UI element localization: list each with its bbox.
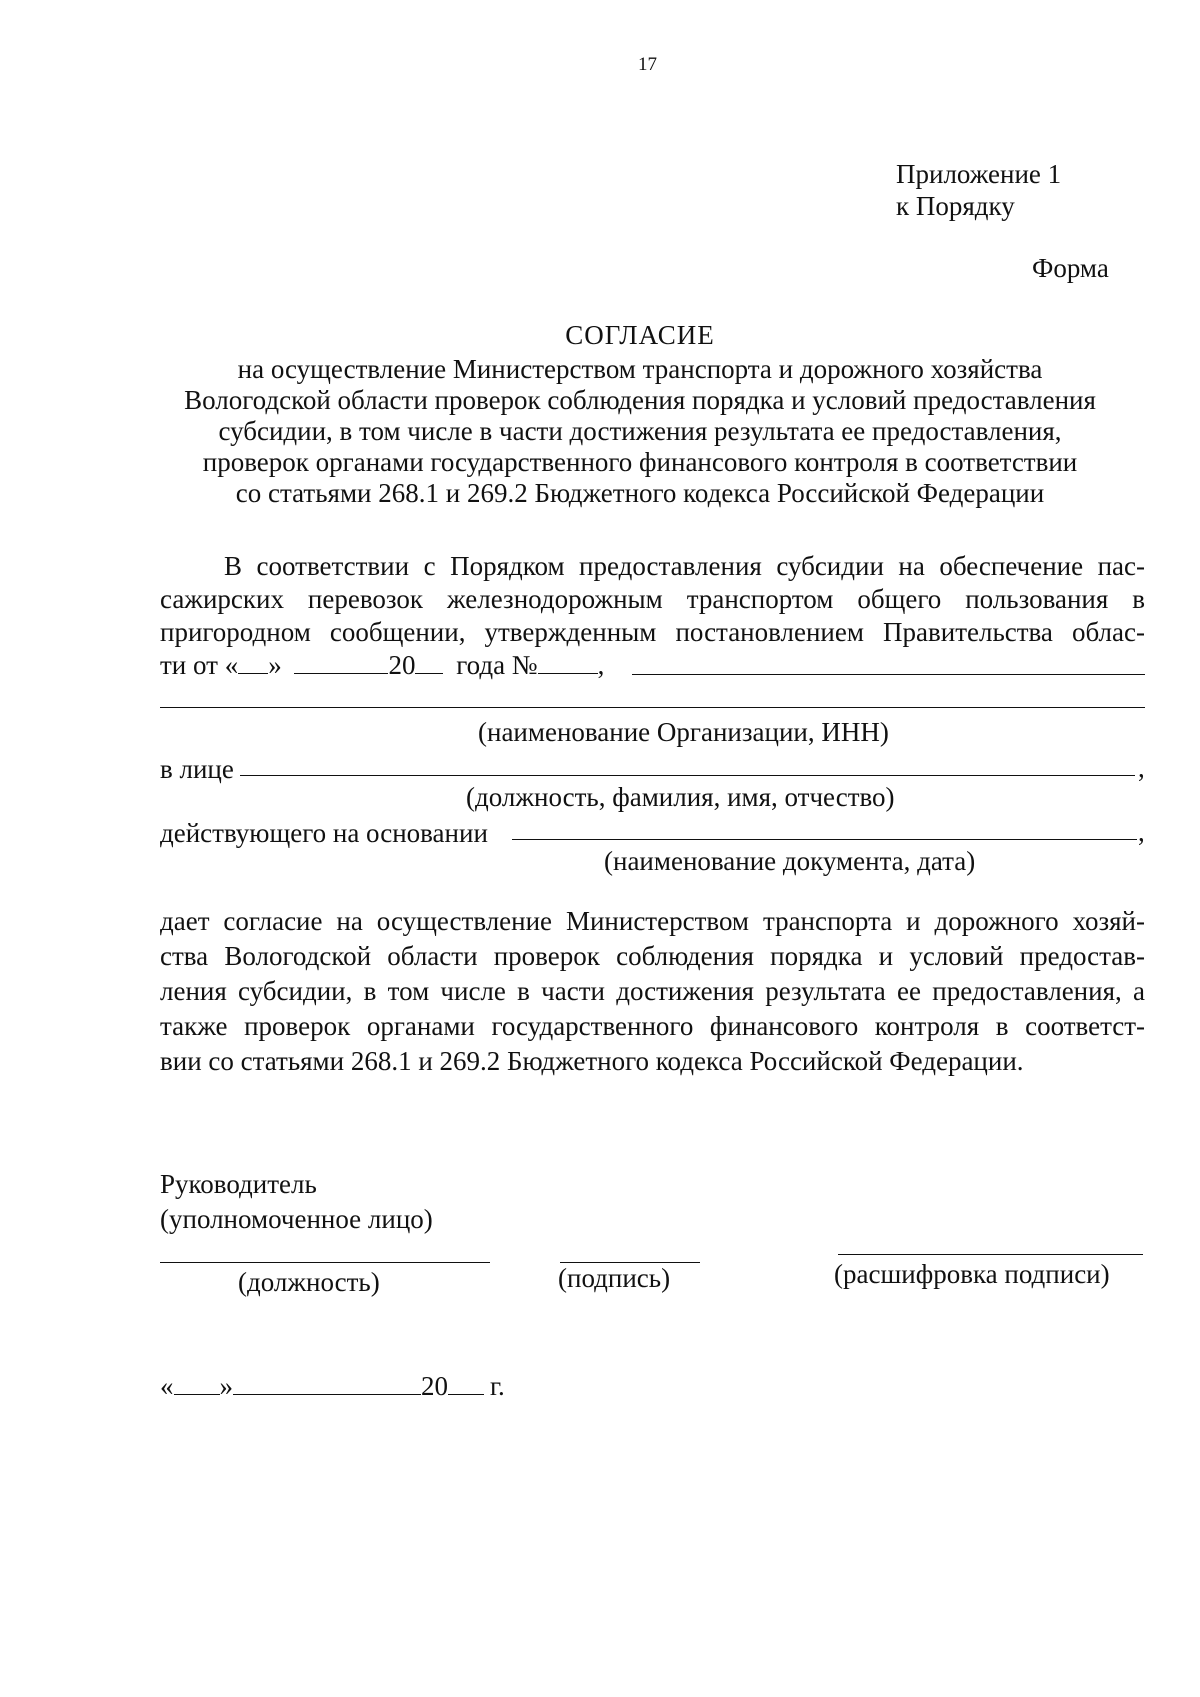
document-title: СОГЛАСИЕ bbox=[565, 320, 715, 350]
date-day-blank[interactable] bbox=[174, 1370, 220, 1395]
date-year-prefix: 20 bbox=[421, 1371, 448, 1401]
consent-line: вии со статьями 268.1 и 269.2 Бюджетного кодекса Российской Федерации. bbox=[160, 1046, 1024, 1076]
subtitle-line: на осуществление Министерством транспорта и дорожного хозяйства bbox=[237, 354, 1043, 384]
intro-line: пригородном сообщении, утвержденным постановлением Правительства облас- bbox=[160, 617, 1145, 647]
person-label: в лице bbox=[160, 754, 234, 784]
intro-line: В соответствии с Порядком предоставления субсидии на обеспечение пас- bbox=[224, 551, 1145, 581]
year-blank[interactable] bbox=[415, 649, 443, 674]
organization-blank-line-2[interactable] bbox=[160, 707, 1145, 708]
intro-date-number-line bbox=[160, 649, 604, 681]
basis-comma: , bbox=[1138, 817, 1145, 847]
person-blank-line[interactable] bbox=[240, 775, 1135, 776]
date-month-blank[interactable] bbox=[233, 1370, 421, 1395]
form-label: Форма bbox=[1032, 253, 1109, 283]
number-label: года № bbox=[456, 650, 538, 680]
year-prefix: 20 bbox=[388, 650, 416, 680]
organization-caption: (наименование Организации, ИНН) bbox=[478, 717, 889, 747]
signatory-title: Руководитель bbox=[160, 1169, 317, 1199]
quote-close: » bbox=[268, 650, 282, 680]
consent-line: ства Вологодской области проверок соблюдения порядка и условий предостав- bbox=[160, 941, 1145, 971]
date-year-blank[interactable] bbox=[448, 1370, 484, 1395]
person-comma: , bbox=[1138, 753, 1145, 783]
subtitle-line: проверок органами государственного финансового контроля в соответствии bbox=[202, 447, 1078, 477]
intro-prefix: ти от « bbox=[160, 650, 239, 680]
basis-blank-line[interactable] bbox=[512, 839, 1137, 840]
signatory-subtitle: (уполномоченное лицо) bbox=[160, 1204, 433, 1234]
date-close-quote: » bbox=[219, 1371, 233, 1401]
subtitle-line: субсидии, в том числе в части достижения результата ее предоставления, bbox=[218, 416, 1062, 446]
decoding-signature-line[interactable] bbox=[838, 1254, 1143, 1255]
page-number: 17 bbox=[638, 54, 657, 75]
basis-caption: (наименование документа, дата) bbox=[604, 846, 976, 876]
position-caption: (должность) bbox=[238, 1267, 380, 1297]
decoding-caption: (расшифровка подписи) bbox=[834, 1259, 1110, 1289]
consent-line: также проверок органами государственного финансового контроля в соответст- bbox=[160, 1011, 1145, 1041]
appendix-title: Приложение 1 bbox=[896, 159, 1062, 189]
person-caption: (должность, фамилия, имя, отчество) bbox=[466, 782, 895, 812]
position-signature-line[interactable] bbox=[160, 1262, 490, 1263]
number-blank[interactable] bbox=[538, 649, 598, 674]
signature-date-line bbox=[160, 1370, 505, 1402]
day-blank[interactable] bbox=[238, 649, 268, 674]
subtitle-line: Вологодской области проверок соблюдения порядка и условий предоставления bbox=[184, 385, 1096, 415]
month-blank[interactable] bbox=[294, 649, 388, 674]
appendix-reference: к Порядку bbox=[896, 191, 1015, 221]
consent-line: дает согласие на осуществление Министерством транспорта и дорожного хозяй- bbox=[160, 906, 1145, 936]
basis-label: действующего на основании bbox=[160, 818, 488, 848]
organization-blank-line[interactable] bbox=[632, 674, 1145, 675]
date-open-quote: « bbox=[160, 1371, 174, 1401]
subtitle-line: со статьями 268.1 и 269.2 Бюджетного кодекса Российской Федерации bbox=[235, 478, 1045, 508]
date-suffix: г. bbox=[490, 1371, 505, 1401]
signature-caption: (подпись) bbox=[558, 1263, 671, 1293]
consent-line: ления субсидии, в том числе в части достижения результата ее предоставления, а bbox=[160, 976, 1145, 1006]
intro-line: сажирских перевозок железнодорожным транспортом общего пользования в bbox=[160, 584, 1145, 614]
comma: , bbox=[597, 650, 605, 680]
